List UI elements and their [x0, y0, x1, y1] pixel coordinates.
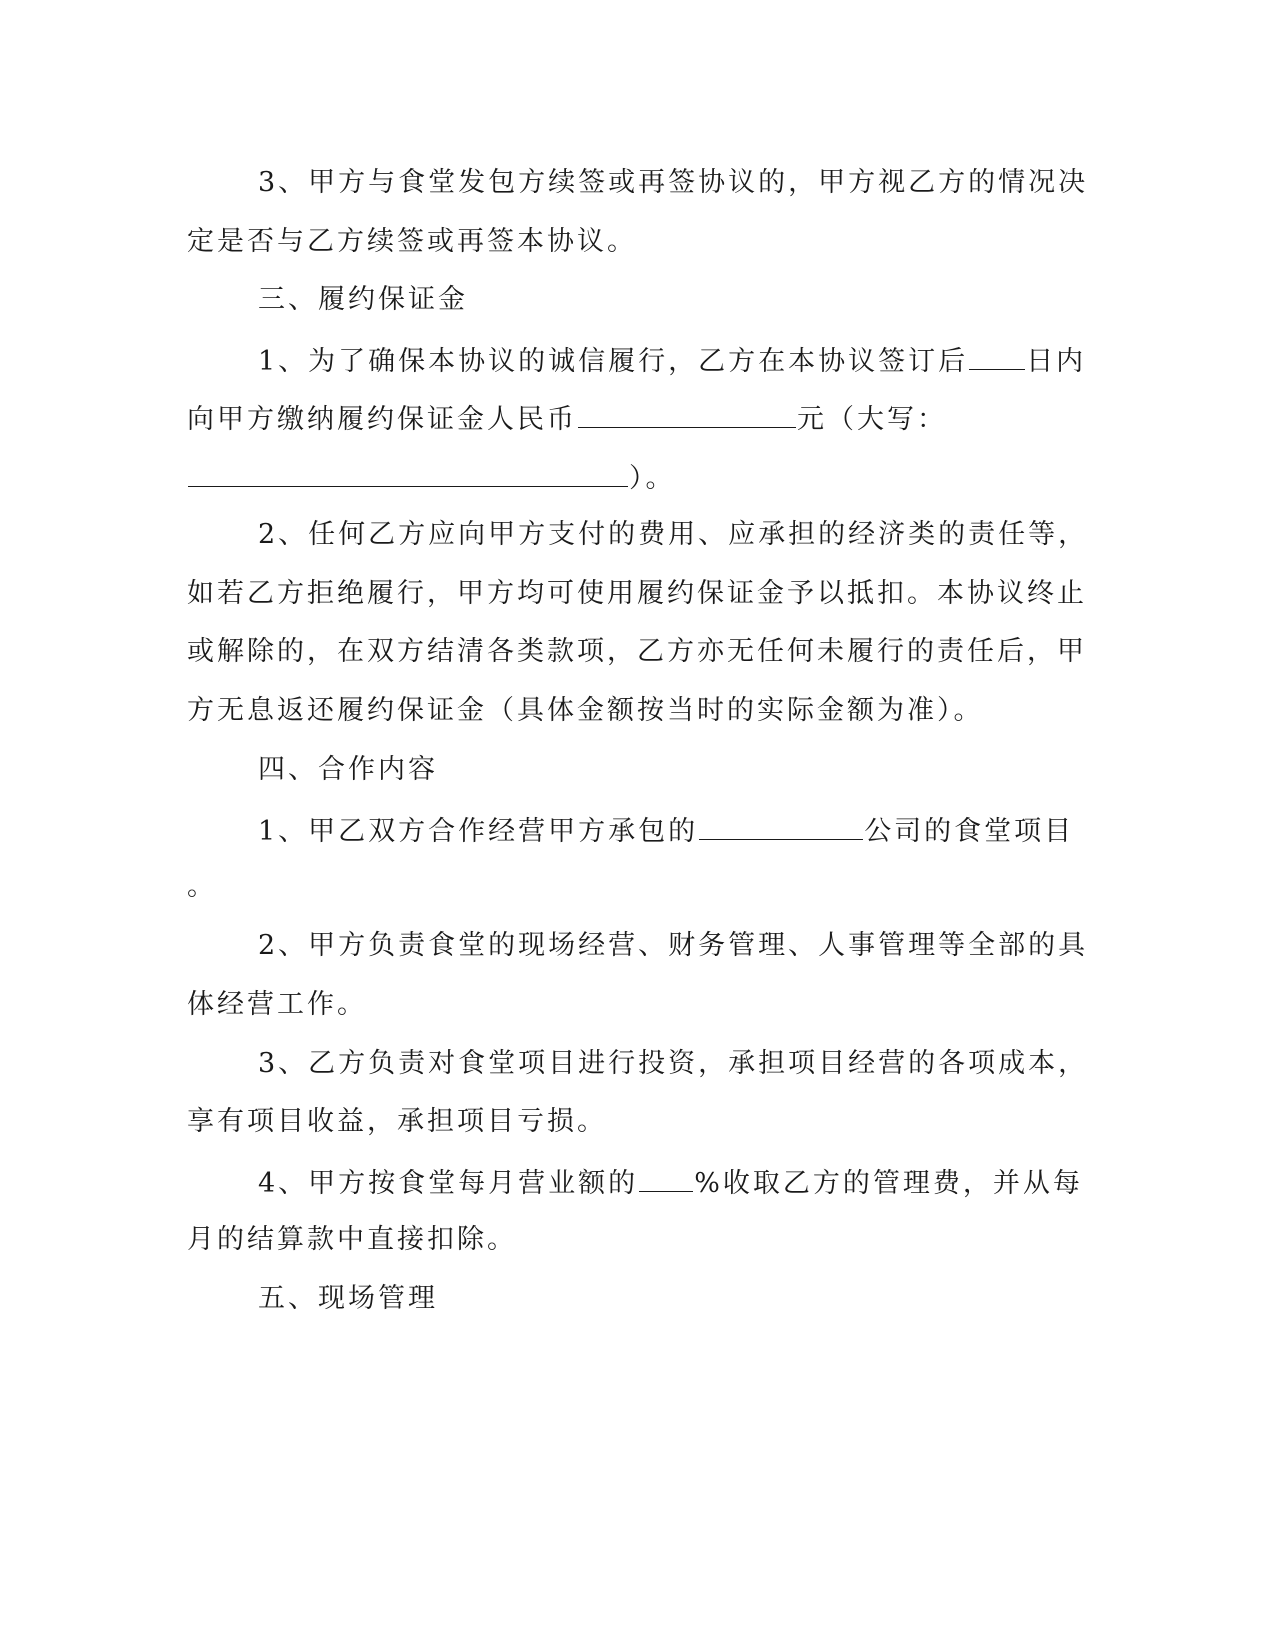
section-heading [258, 750, 438, 790]
heading-text: 五、现场管理 [258, 1283, 438, 1314]
text: 1、为了确保本协议的诚信履行，乙方在本协议签订后 [258, 346, 969, 377]
text: 日内 [1026, 346, 1087, 377]
paragraph-line [258, 926, 1088, 966]
text: 向甲方缴纳履约保证金人民币 [187, 404, 577, 435]
fill-in-blank-company[interactable] [699, 809, 863, 840]
text: 享有项目收益，承担项目亏损。 [187, 1106, 607, 1137]
paragraph-line [187, 222, 637, 262]
paragraph-line [187, 867, 217, 907]
text: 1、甲乙双方合作经营甲方承包的 [258, 816, 699, 847]
paragraph-line [258, 163, 1088, 203]
text: 4、甲方按食堂每月营业额的 [258, 1168, 639, 1199]
paragraph-line [258, 809, 1074, 852]
text: 如若乙方拒绝履行，甲方均可使用履约保证金予以抵扣。本协议终止 [187, 578, 1087, 609]
paragraph-line [258, 1044, 1088, 1084]
paragraph-line [187, 985, 367, 1025]
heading-text: 三、履约保证金 [258, 284, 468, 315]
paragraph-line [258, 515, 1088, 555]
fill-in-blank-amount-words[interactable] [188, 456, 628, 487]
paragraph-line [187, 574, 1087, 614]
section-heading [258, 1279, 438, 1319]
text: 或解除的，在双方结清各类款项，乙方亦无任何未履行的责任后，甲 [187, 636, 1087, 667]
paragraph-line [187, 691, 984, 731]
text: 体经营工作。 [187, 989, 367, 1020]
paragraph-line [187, 1102, 607, 1142]
paragraph-line [187, 456, 676, 499]
heading-text: 四、合作内容 [258, 754, 438, 785]
text: 3、甲方与食堂发包方续签或再签协议的，甲方视乙方的情况决 [258, 167, 1089, 198]
text: 元（大写： [797, 404, 947, 435]
paragraph-line [187, 632, 1087, 672]
text: 定是否与乙方续签或再签本协议。 [187, 226, 637, 257]
text: 2、甲方负责食堂的现场经营、财务管理、人事管理等全部的具 [258, 930, 1089, 961]
paragraph-line [187, 1220, 517, 1260]
text: 2、任何乙方应向甲方支付的费用、应承担的经济类的责任等， [258, 519, 1089, 550]
paragraph-line [187, 397, 947, 440]
paragraph-line [258, 1161, 1083, 1204]
paragraph-line [258, 339, 1086, 382]
text: 方无息返还履约保证金（具体金额按当时的实际金额为准）。 [187, 695, 984, 726]
text: 月的结算款中直接扣除。 [187, 1224, 517, 1255]
text: 。 [187, 871, 217, 902]
fill-in-blank-percent[interactable] [639, 1161, 693, 1192]
text: 公司的食堂项目 [864, 816, 1075, 847]
fill-in-blank-days[interactable] [969, 339, 1025, 370]
text: 3、乙方负责对食堂项目进行投资，承担项目经营的各项成本， [258, 1048, 1089, 1079]
text: ）。 [629, 463, 676, 494]
section-heading [258, 280, 468, 320]
text: %收取乙方的管理费，并从每 [694, 1168, 1083, 1199]
fill-in-blank-amount[interactable] [578, 397, 796, 428]
